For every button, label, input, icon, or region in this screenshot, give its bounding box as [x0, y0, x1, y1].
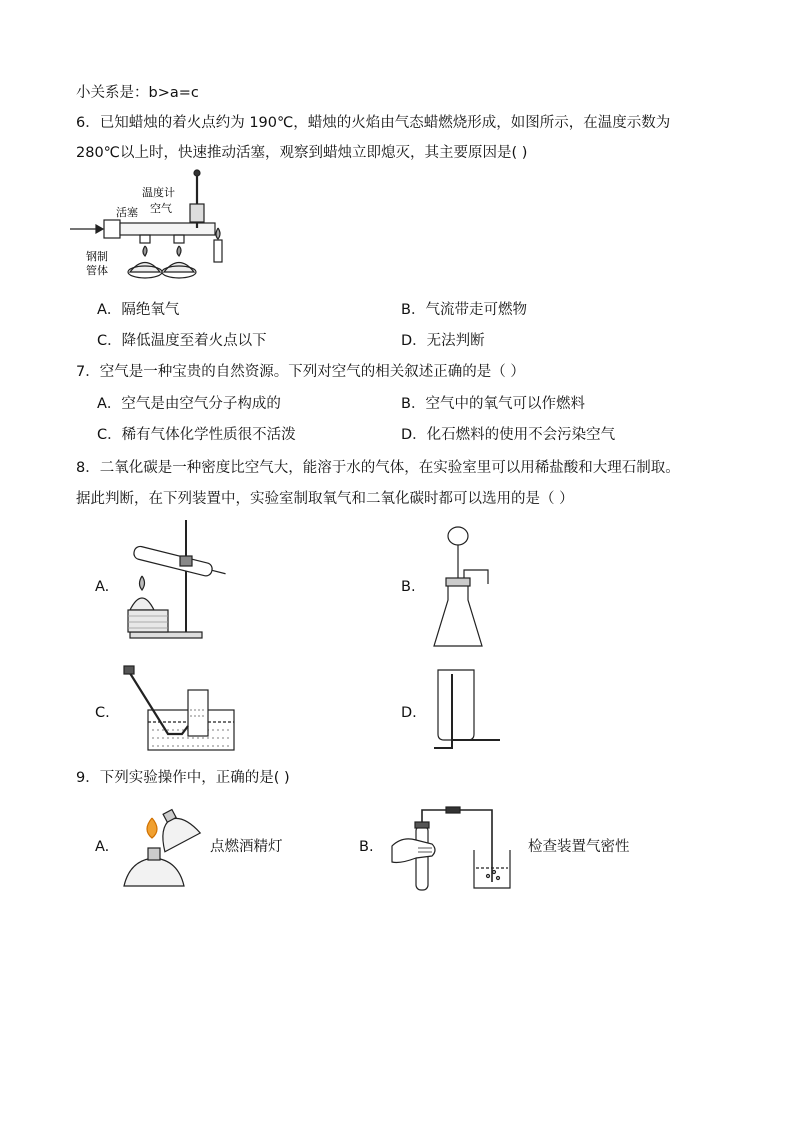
q8-option-b[interactable]: B.: [401, 579, 416, 595]
q8-option-a[interactable]: A.: [95, 579, 110, 595]
q8-option-c[interactable]: C.: [95, 705, 110, 721]
q7-option-b[interactable]: B．空气中的氧气可以作燃料: [401, 396, 585, 412]
q7-stem: 7．空气是一种宝贵的自然资源。下列对空气的相关叙述正确的是（ ）: [76, 364, 525, 380]
q6-label-piston: 活塞: [116, 206, 138, 219]
q8-apparatus-a-figure: [118, 516, 230, 644]
q6-label-thermometer: 温度计: [142, 186, 175, 199]
q6-stem-line2: 280℃以上时，快速推动活塞，观察到蜡烛立即熄灭，其主要原因是( ): [76, 145, 528, 161]
q6-option-b[interactable]: B．气流带走可燃物: [401, 302, 527, 318]
q6-label-steel2: 管体: [86, 264, 108, 277]
q9-option-b[interactable]: B.: [359, 839, 374, 855]
q6-stem-line1: 6．已知蜡烛的着火点约为 190℃，蜡烛的火焰由气态蜡燃烧形成，如图所示，在温度示数为: [76, 115, 671, 131]
q8-stem-line2: 据此判断，在下列装置中，实验室制取氧气和二氧化碳时都可以选用的是（ ）: [76, 491, 574, 507]
q9-option-a-text: 点燃酒精灯: [210, 839, 283, 855]
q7-option-d[interactable]: D．化石燃料的使用不会污染空气: [401, 427, 616, 443]
q6-option-d[interactable]: D．无法判断: [401, 333, 485, 349]
q5-tail: 小关系是：b>a=c: [76, 85, 199, 101]
q9-airtightness-check-figure: [388, 806, 518, 892]
q8-stem-line1: 8．二氧化碳是一种密度比空气大，能溶于水的气体，在实验室里可以用稀盐酸和大理石制取。: [76, 460, 680, 476]
q6-option-c[interactable]: C．降低温度至着火点以下: [97, 333, 267, 349]
q8-apparatus-c-figure: [120, 660, 236, 756]
q6-label-air: 空气: [150, 202, 172, 215]
q9-option-a[interactable]: A.: [95, 839, 110, 855]
q9-option-b-text: 检查装置气密性: [528, 839, 630, 855]
q8-option-d[interactable]: D.: [401, 705, 417, 721]
q6-apparatus-figure: [70, 168, 235, 286]
q9-lighting-lamp-figure: [118, 800, 202, 894]
q7-option-a[interactable]: A．空气是由空气分子构成的: [97, 396, 281, 412]
q6-label-steel1: 钢制: [86, 250, 108, 263]
q8-apparatus-d-figure: [430, 668, 510, 754]
q9-stem: 9．下列实验操作中，正确的是( ): [76, 770, 290, 786]
q8-apparatus-b-figure: [430, 524, 496, 652]
q7-option-c[interactable]: C．稀有气体化学性质很不活泼: [97, 427, 296, 443]
q6-option-a[interactable]: A．隔绝氧气: [97, 302, 180, 318]
